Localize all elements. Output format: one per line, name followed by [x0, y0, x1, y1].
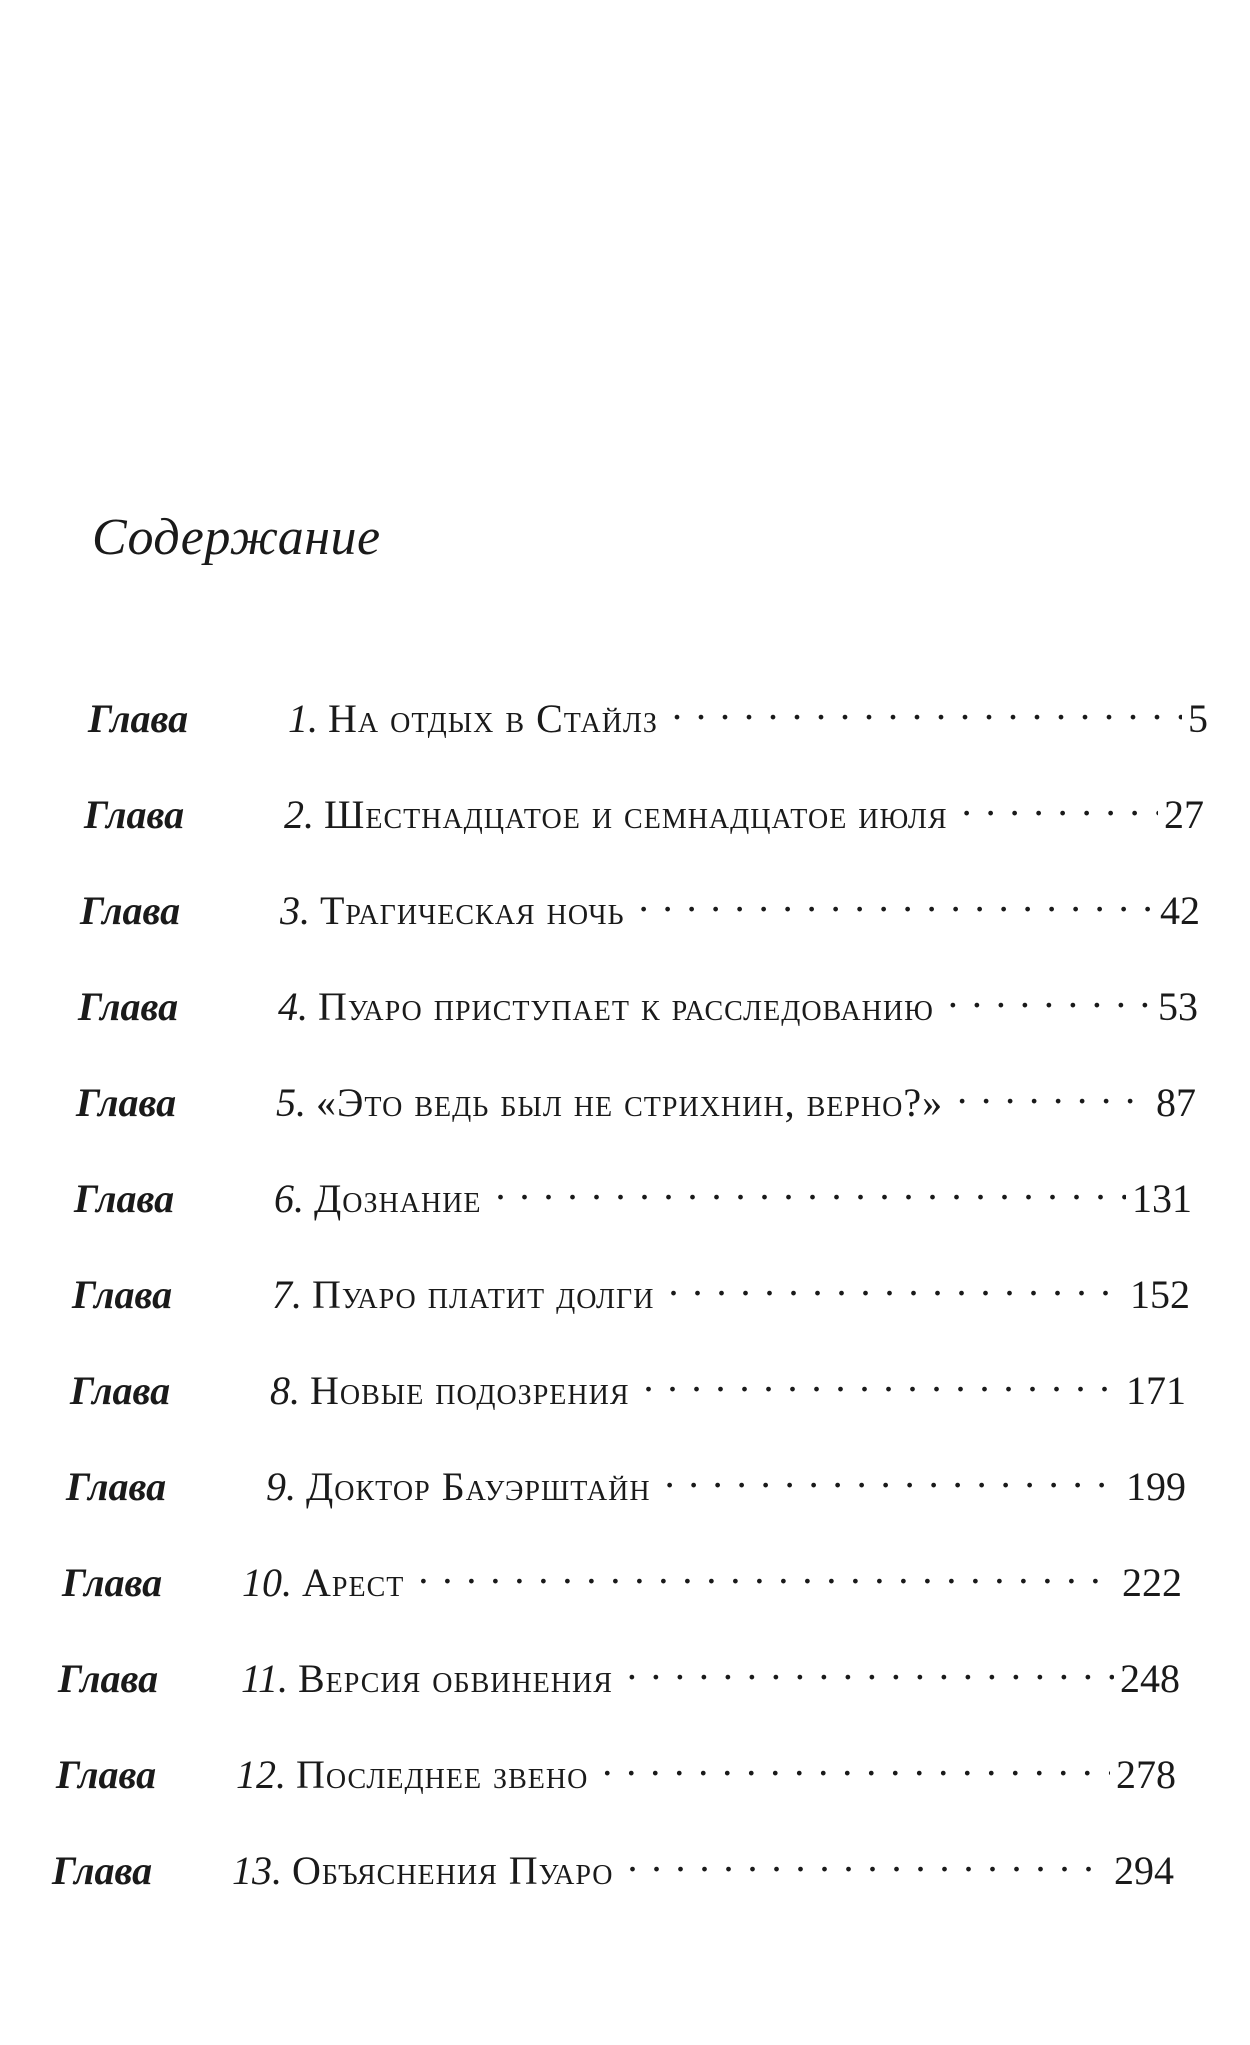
toc-entry [62, 1544, 1182, 1605]
page-number: 278 [1116, 1752, 1176, 1797]
toc-entry [56, 1736, 1176, 1797]
dot-leader [665, 1448, 1120, 1500]
chapter-number-dot: . [276, 1752, 286, 1797]
page-number: 5 [1188, 696, 1208, 741]
chapter-number: 12 [236, 1752, 276, 1797]
chapter-number: 2 [284, 792, 304, 837]
chapter-title: На отдых в Стайлз [328, 696, 658, 741]
toc-entry [72, 1256, 1190, 1317]
chapter-word: Глава [56, 1752, 157, 1797]
chapter-word: Глава [70, 1368, 171, 1413]
dot-leader [602, 1736, 1110, 1788]
toc-entry [74, 1160, 1192, 1221]
chapter-word: Глава [88, 696, 189, 741]
page-number: 222 [1122, 1560, 1182, 1605]
chapter-title: Новые подозрения [310, 1368, 630, 1413]
dot-leader [627, 1640, 1114, 1692]
page-number: 152 [1130, 1272, 1190, 1317]
chapter-title: Версия обвинения [298, 1656, 613, 1701]
chapter-number: 5 [276, 1080, 296, 1125]
toc-entry [70, 1352, 1186, 1413]
chapter-title: Шестнадцатое и семнадцатое июля [324, 792, 948, 837]
chapter-word: Глава [66, 1464, 167, 1509]
chapter-word: Глава [52, 1848, 153, 1893]
chapter-title: Арест [302, 1560, 405, 1605]
chapter-number-dot: . [296, 1080, 306, 1125]
chapter-number: 3 [280, 888, 300, 933]
chapter-number: 4 [278, 984, 298, 1029]
toc-entry [78, 968, 1198, 1029]
chapter-title: Дознание [314, 1176, 482, 1221]
toc-entry [80, 872, 1200, 933]
chapter-word: Глава [78, 984, 179, 1029]
chapter-number-dot: . [290, 1368, 300, 1413]
page-number: 294 [1114, 1848, 1174, 1893]
page-number: 131 [1132, 1176, 1192, 1221]
page-number: 27 [1164, 792, 1204, 837]
page-number: 199 [1126, 1464, 1186, 1509]
chapter-number: 6 [274, 1176, 294, 1221]
chapter-number-dot: . [308, 696, 318, 741]
chapter-number-dot: . [304, 792, 314, 837]
dot-leader [628, 1832, 1109, 1884]
chapter-title: Пуаро платит долги [312, 1272, 655, 1317]
chapter-title: Пуаро приступает к расследованию [318, 984, 934, 1029]
chapter-number: 9 [266, 1464, 286, 1509]
chapter-word: Глава [76, 1080, 177, 1125]
chapter-word: Глава [62, 1560, 163, 1605]
chapter-title: Доктор Бауэрштайн [306, 1464, 651, 1509]
dot-leader [957, 1064, 1150, 1116]
dot-leader [496, 1160, 1126, 1212]
chapter-word: Глава [58, 1656, 159, 1701]
chapter-word: Глава [72, 1272, 173, 1317]
chapter-number-dot: . [292, 1272, 302, 1317]
chapter-number-dot: . [286, 1464, 296, 1509]
page-number: 87 [1156, 1080, 1196, 1125]
chapter-title: «Это ведь был не стрихнин, верно?» [316, 1080, 944, 1125]
toc-title: Содержание [92, 509, 381, 566]
toc-entry [66, 1448, 1186, 1509]
chapter-number-dot: . [294, 1176, 304, 1221]
chapter-title: Последнее звено [296, 1752, 589, 1797]
chapter-number-dot: . [278, 1656, 288, 1701]
chapter-number: 1 [288, 696, 308, 741]
toc-entry [84, 776, 1204, 837]
page-number: 248 [1120, 1656, 1180, 1701]
toc-entry [52, 1832, 1174, 1893]
chapter-number-dot: . [282, 1560, 292, 1605]
chapter-number: 7 [272, 1272, 292, 1317]
page-number: 42 [1160, 888, 1200, 933]
dot-leader [948, 968, 1152, 1020]
dot-leader [639, 872, 1154, 924]
chapter-title: Трагическая ночь [320, 888, 625, 933]
dot-leader [644, 1352, 1121, 1404]
chapter-word: Глава [74, 1176, 175, 1221]
page-number: 53 [1158, 984, 1198, 1029]
dot-leader [418, 1544, 1116, 1596]
chapter-number-dot: . [298, 984, 308, 1029]
chapter-number: 13 [232, 1848, 272, 1893]
chapter-number-dot: . [272, 1848, 282, 1893]
chapter-number-dot: . [300, 888, 310, 933]
chapter-number: 11 [240, 1656, 278, 1701]
dot-leader [672, 680, 1182, 732]
dot-leader [668, 1256, 1124, 1308]
chapter-word: Глава [80, 888, 181, 933]
toc-entry [76, 1064, 1196, 1125]
toc-entry [88, 680, 1208, 741]
chapter-word: Глава [84, 792, 185, 837]
chapter-title: Объяснения Пуаро [292, 1848, 614, 1893]
dot-leader [962, 776, 1158, 828]
page-number: 171 [1126, 1368, 1186, 1413]
chapter-number: 8 [270, 1368, 290, 1413]
chapter-number: 10 [242, 1560, 282, 1605]
toc-entry [58, 1640, 1180, 1701]
